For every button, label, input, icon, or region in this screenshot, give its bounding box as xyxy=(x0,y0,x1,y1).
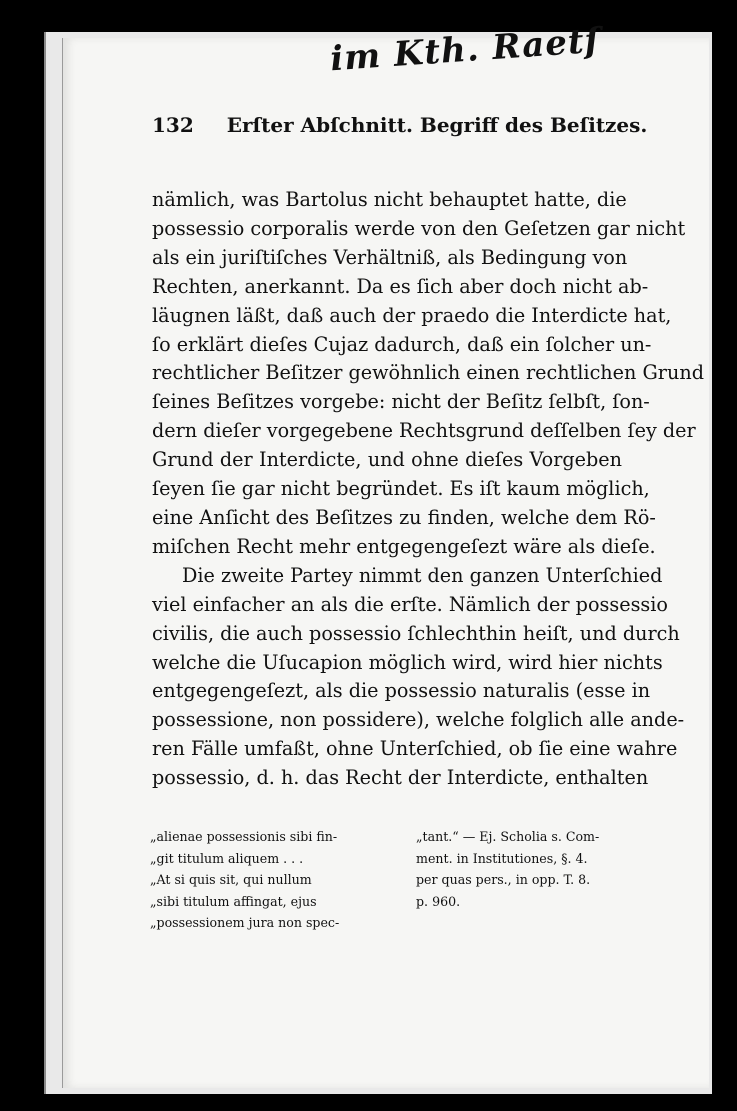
body-line-2: possessio corporalis werde von den Geſetzen gar nicht xyxy=(152,216,686,240)
body-text xyxy=(152,186,704,793)
footnote-line: ment. in Institutiones, §. 4. xyxy=(416,850,588,866)
body-line-15: viel einfacher an als die erſte. Nämlich der possessio xyxy=(152,592,668,616)
body-line-6: ſo erklärt dieſes Cujaz dadurch, daß ein ſolcher un- xyxy=(152,332,652,356)
footnote-line: „sibi titulum affingat, ejus xyxy=(150,893,317,909)
body-line-14: Die zweite Partey nimmt den ganzen Unterſchied xyxy=(182,563,663,587)
running-header xyxy=(152,113,648,137)
body-line-19: possessione, non possidere), welche folglich alle ande- xyxy=(152,708,685,732)
body-line-9: dern dieſer vorgegebene Rechtsgrund deſſelben ſey der xyxy=(152,419,696,443)
footnote-line: „tant.“ — Ej. Scholia s. Com- xyxy=(416,829,600,844)
body-line-17: welche die Uſucapion möglich wird, wird hier nichts xyxy=(152,650,663,674)
body-line-5: läugnen läßt, daß auch der praedo die Interdicte hat, xyxy=(152,303,672,327)
body-line-4: Rechten, anerkannt. Da es ſich aber doch nicht ab- xyxy=(152,274,649,298)
footnote-column-right xyxy=(416,826,626,934)
footnote-line: p. 960. xyxy=(416,893,461,909)
body-line-12: eine Anſicht des Beſitzes zu finden, welche dem Rö- xyxy=(152,505,656,529)
footnote-line: per quas pers., in opp. T. 8. xyxy=(416,872,591,887)
page-number: 132 xyxy=(152,113,194,137)
body-line-10: Grund der Interdicte, und ohne dieſes Vorgeben xyxy=(152,448,622,472)
body-line-18: entgegengeſezt, als die possessio naturalis (esse in xyxy=(152,679,651,703)
running-title: Erſter Abſchnitt. Begriff des Beſitzes. xyxy=(226,113,648,137)
footnote-line: „possessionem jura non spec- xyxy=(150,915,340,930)
footnote-column-left xyxy=(150,826,396,934)
body-line-8: ſeines Beſitzes vorgebe: nicht der Beſitz ſelbſt, ſon- xyxy=(152,390,650,414)
footnote-line: „alienae possessionis sibi fin- xyxy=(150,829,338,844)
body-line-1: nämlich, was Bartolus nicht behauptet hatte, die xyxy=(152,188,627,211)
body-line-21: possessio, d. h. das Recht der Interdicte, enthalten xyxy=(152,766,649,790)
handwritten-annotation: im Kth. Raetſ xyxy=(328,20,602,80)
footnotes xyxy=(150,826,626,934)
body-line-20: ren Fälle umfaßt, ohne Unterſchied, ob ſie eine wahre xyxy=(152,737,678,761)
footnote-line: „At si quis sit, qui nullum xyxy=(150,872,312,887)
footnote-line: „git titulum aliquem . . . xyxy=(150,850,304,866)
body-line-13: miſchen Recht mehr entgegengeſezt wäre als dieſe. xyxy=(152,534,656,558)
body-line-3: als ein juriſtiſches Verhältniß, als Bedingung von xyxy=(152,245,628,269)
body-line-7: rechtlicher Beſitzer gewöhnlich einen rechtlichen Grund xyxy=(152,361,704,385)
body-line-11: ſeyen ſie gar nicht begründet. Es iſt kaum möglich, xyxy=(152,477,650,501)
body-line-16: civilis, die auch possessio ſchlechthin heiſt, und durch xyxy=(152,621,680,645)
